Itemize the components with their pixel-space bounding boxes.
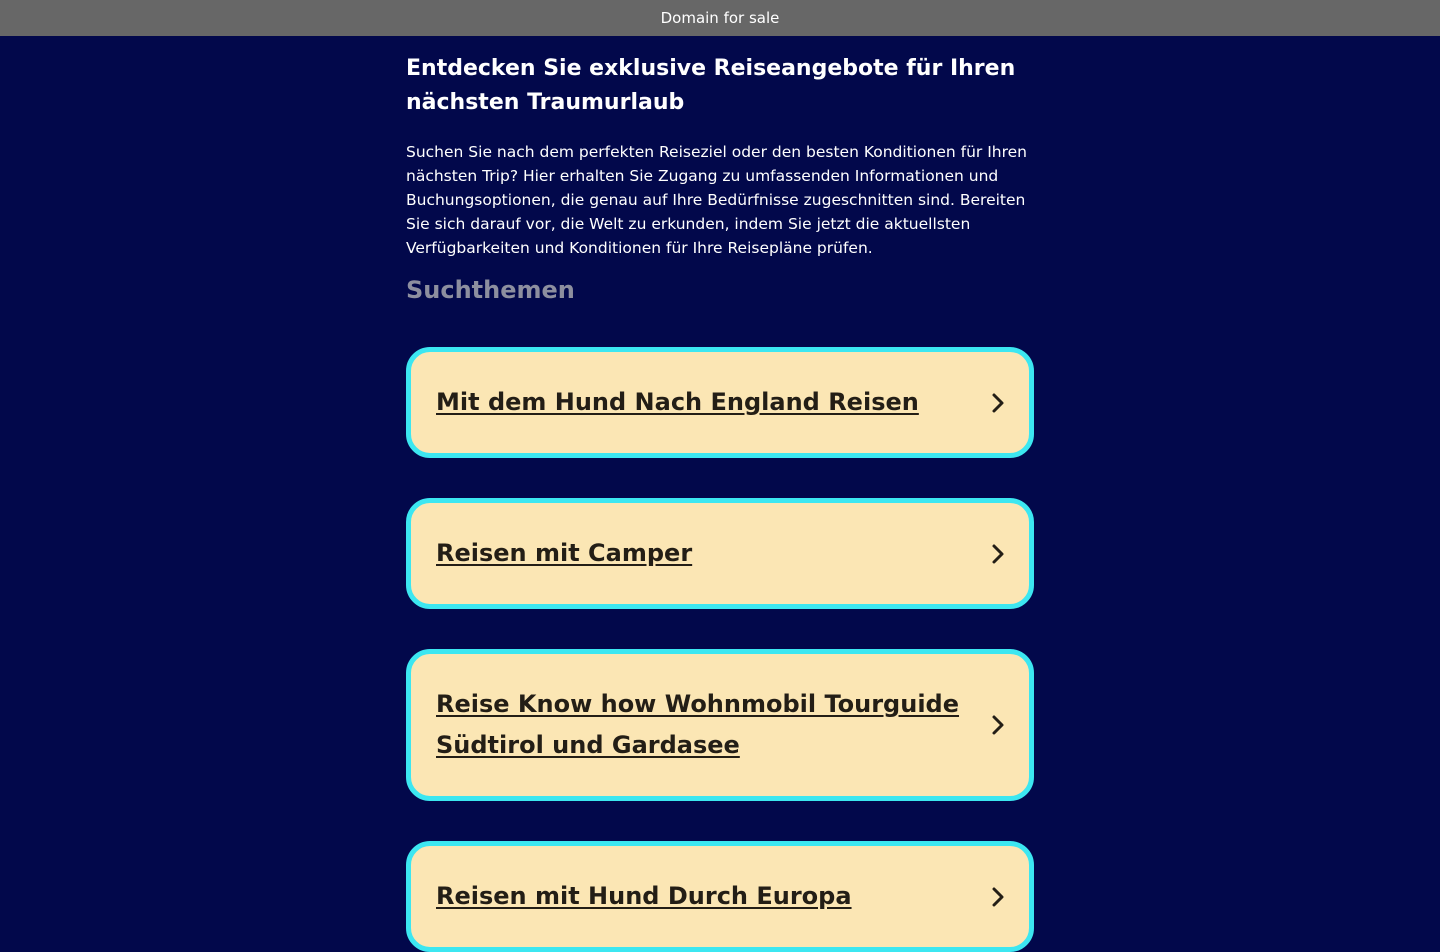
topic-link-card[interactable] [406, 498, 1034, 609]
intro-paragraph: Suchen Sie nach dem perfekten Reiseziel oder den besten Konditionen für Ihren nächsten Trip? Hier erhalten Sie Zugang zu umfassenden Informationen und Buchungsoptionen, die genau auf Ihre Bedürfnisse zugeschnitten sind. Bereiten Sie sich darauf vor, die Welt zu erkunden, indem Sie jetzt die aktuellsten Verfügbarkeiten und Konditionen für Ihre Reisepläne prüfen. [406, 143, 1028, 257]
chevron-right-icon [987, 392, 1009, 414]
section-title: Suchthemen [406, 276, 575, 304]
topic-link-card[interactable] [406, 841, 1034, 952]
chevron-right-icon [987, 543, 1009, 565]
main-content [406, 36, 1034, 910]
chevron-right-icon [987, 886, 1009, 908]
topic-link-card[interactable] [406, 347, 1034, 458]
banner-label: Domain for sale [660, 9, 780, 27]
topic-link-card[interactable] [406, 649, 1034, 801]
chevron-right-icon [987, 714, 1009, 736]
topic-link-label[interactable]: Reisen mit Camper [436, 539, 693, 567]
topic-link-label[interactable]: Reise Know how Wohnmobil Tourguide Südtirol und Gardasee [436, 690, 960, 759]
topic-link-label[interactable]: Reisen mit Hund Durch Europa [436, 882, 852, 910]
page-headline: Entdecken Sie exklusive Reiseangebote für Ihren nächsten Traumurlaub [406, 56, 1016, 115]
domain-for-sale-banner[interactable] [0, 0, 1440, 36]
topic-link-label[interactable]: Mit dem Hund Nach England Reisen [436, 388, 919, 416]
